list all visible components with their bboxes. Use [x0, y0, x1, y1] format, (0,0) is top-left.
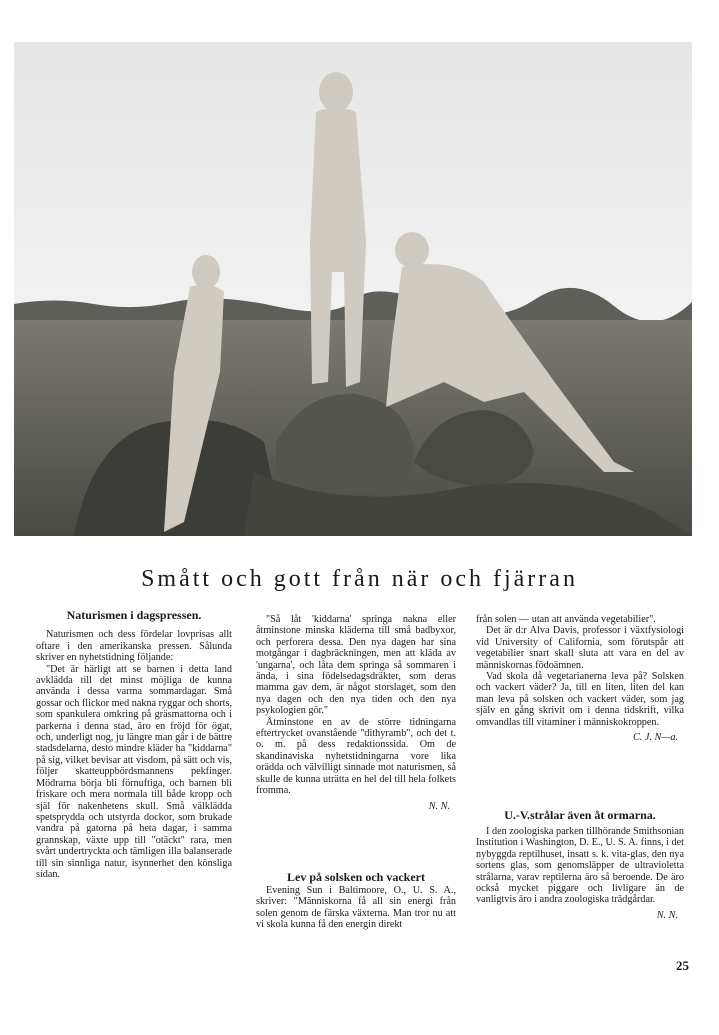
- article-sunshine: [256, 885, 456, 931]
- signature: N. N.: [656, 909, 678, 921]
- paragraph: Vad skola då vegetarianerna leva på? Solsken och vackert väder? Ja, till en liten, liten del kan man leva på solsken och vackert väder, som jag själv en gång skrivit om i denna tidskrift, vilka omvandlas till vitaminer i människokroppen.: [476, 671, 684, 728]
- article-naturism-continued: [256, 614, 456, 812]
- article-title: Lev på solsken och vackert: [287, 870, 425, 884]
- paragraph: "Det är härligt att se barnen i detta land avklädda till det minst möjliga de kunna använda i dessa varma sommardagar. Små gossar och flickor med nakna ryggar och shorts, som spankulera omkring på gräsmattorna och i parkerna i denna stad, äro en fröjd för ögat, och, underligt nog, ju längre man går i de bättre stadsdelarna, desto mindre kläder ha "kiddarna" på sig, vilket bevisar att visdom, på sätt och vis, följer skatteuppbördsmannens pekfinger. Mödrarna börja bli förnuftiga, och barnen bli friskare och mera normala till både kropp och själ för nakenhetens skull. Små välklädda spetsprydda och utstyrda dockor, som brukade vandra på gatorna på heta dagar, i samma grannskap, växte upp till "otäckt" rara, men svårt undertryckta och tämligen illa balanserade till sin sinnliga natur, isynnerhet den könsliga sidan.: [36, 663, 232, 880]
- paragraph: I den zoologiska parken tillhörande Smithsonian Institution i Washington, D. E., U. S. A. finns, i det nybyggda reptilhuset, insatt s. k. vita-glas, den nya sortens glas, som genomsläpper de ultravioletta strålarna, varav reptilerna äro så beroende. De äro också mycket piggare och livligare än de vanligtvis äro i andra zoologiska trädgårdar.: [476, 826, 684, 906]
- page-headline: Smått och gott från när och fjärran: [141, 566, 578, 592]
- paragraph: Evening Sun i Baltimoore, O., U. S. A., skriver: "Människorna få all sin energi från solen genom de färska växterna. Man tror nu att vi skola kunna få den energin direkt: [256, 885, 456, 931]
- article-naturism: [36, 610, 232, 880]
- article-title: U.-V.strålar även åt ormarna.: [504, 808, 656, 822]
- paragraph: Det är d:r Alva Davis, professor i växtfysiologi vid University of California, som förutspår att vegetabilier snart skall sluta att vara en del av människornas födoämnen.: [476, 625, 684, 671]
- page-number: 25: [676, 958, 689, 973]
- signature: C. J. N—a.: [633, 732, 678, 744]
- article-sunshine-continued: [476, 614, 684, 743]
- article-uv-rays: [476, 826, 684, 921]
- paragraph: Naturismen och dess fördelar lovprisas allt oftare i den amerikanska pressen. Sålunda skriver en nyhetstidning följande:: [36, 629, 232, 664]
- paragraph: "Så låt 'kiddarna' springa nakna eller åtminstone minska kläderna till små badbyxor, och perforera dessa. Den nya dagen har sina motgångar i dagbräckningen, men att kläda av 'ungarna', och låta dem springa så sommaren i ända, i sina födelsedagsdräkter, som deras mamma gav dem, är något storslaget, som den nya dagen och den nya tiden och den nya psykologien gör.": [256, 614, 456, 717]
- paragraph: Åtminstone en av de större tidningarna eftertrycket ovanstående "dithyramb", och det t. o. m. på dess redaktionssida. Om de skandinaviska nyhetstidningarna vore lika orädda och välvilligt sinnade mot naturismen, så skulle de kunna uträtta en hel del till hela folkets fromma.: [256, 716, 456, 797]
- article-title: Naturismen i dagspressen.: [66, 608, 202, 622]
- signature: N. N.: [428, 800, 450, 812]
- photograph: [14, 42, 692, 536]
- paragraph: från solen — utan att använda vegetabilier".: [476, 614, 656, 625]
